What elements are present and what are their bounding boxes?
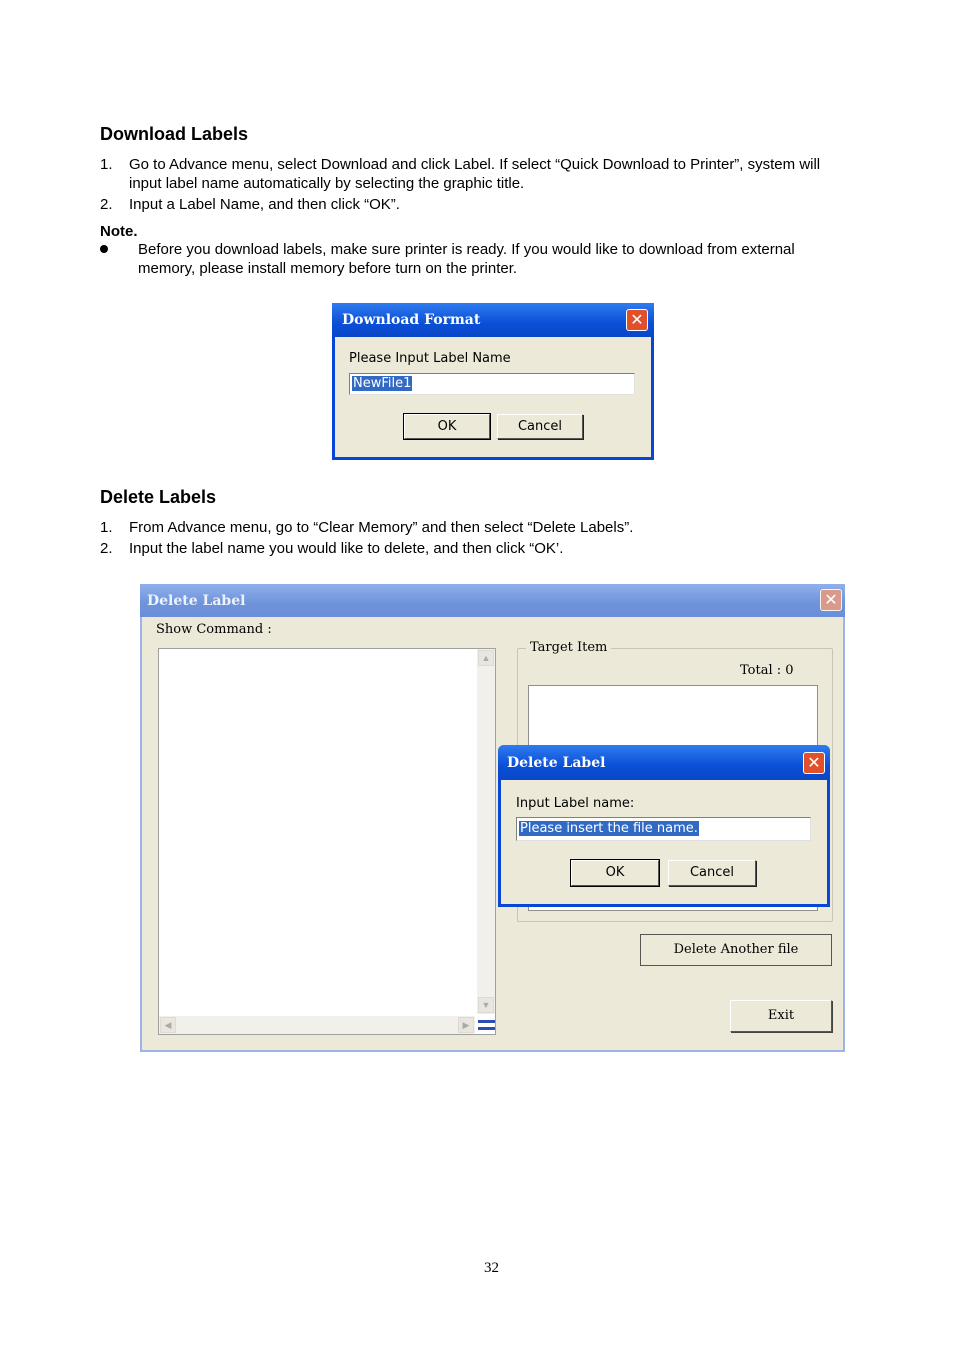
ok-button[interactable]: OK (571, 860, 659, 886)
step-text-cont: input label name automatically by selecting the graphic title. (129, 175, 525, 192)
cancel-button[interactable]: Cancel (497, 414, 583, 439)
delete-heading: Delete Labels (100, 487, 217, 507)
total-count: Total : 0 (740, 663, 794, 678)
download-step-2 (100, 195, 900, 215)
note-text-cont: memory, please install memory before turn on the printer. (138, 260, 518, 277)
step-text: From Advance menu, go to “Clear Memory” and then select “Delete Labels”. (129, 519, 634, 536)
download-step-1 (100, 155, 900, 195)
label-name-value: NewFile1 (353, 376, 412, 391)
window-titlebar[interactable] (140, 584, 845, 617)
label-name-input[interactable] (516, 817, 811, 841)
step-text: Input the label name you would like to delete, and then click “OK’. (129, 540, 564, 557)
delete-step-2 (100, 539, 900, 559)
scroll-up-icon[interactable]: ▲ (478, 650, 494, 666)
step-number: 1. (100, 519, 113, 536)
close-icon[interactable]: ✕ (626, 309, 648, 331)
step-number: 2. (100, 540, 113, 557)
scroll-right-icon[interactable]: ▶ (458, 1017, 474, 1033)
label-name-value: Please insert the file name. (520, 821, 698, 836)
window-title: Delete Label (147, 593, 246, 609)
dialog-title: Delete Label (507, 755, 606, 771)
close-icon[interactable]: ✕ (820, 589, 842, 611)
resize-grip-icon[interactable] (477, 1016, 495, 1034)
step-text: Go to Advance menu, select Download and click Label. If select “Quick Download to Printer”, system will (129, 156, 821, 173)
ok-button[interactable]: OK (404, 414, 490, 439)
bullet-icon (100, 245, 108, 253)
label-name-prompt: Input Label name: (516, 796, 635, 811)
delete-step-1 (100, 518, 900, 538)
delete-label-dialog (498, 745, 830, 907)
show-command-label: Show Command : (156, 622, 272, 637)
delete-another-file-button[interactable]: Delete Another file (640, 934, 832, 966)
download-format-dialog (332, 303, 654, 460)
close-icon[interactable]: ✕ (803, 752, 825, 774)
scroll-left-icon[interactable]: ◀ (160, 1017, 176, 1033)
label-prompt: Please Input Label Name (349, 351, 511, 366)
dialog-title: Download Format (342, 312, 481, 328)
step-number: 2. (100, 196, 113, 213)
note-label: Note. (100, 223, 138, 240)
show-command-textarea[interactable] (158, 648, 496, 1035)
download-heading: Download Labels (100, 124, 249, 144)
exit-button[interactable]: Exit (730, 1000, 832, 1032)
step-number: 1. (100, 156, 113, 173)
label-name-input[interactable] (349, 373, 635, 395)
target-item-label: Target Item (526, 640, 611, 655)
dialog-titlebar[interactable] (332, 303, 654, 337)
page-number: 32 (484, 1260, 499, 1276)
cancel-button[interactable]: Cancel (668, 860, 756, 886)
vertical-scrollbar[interactable] (477, 649, 495, 1014)
dialog-titlebar[interactable] (498, 745, 830, 780)
scroll-down-icon[interactable]: ▼ (478, 997, 494, 1013)
note-text: Before you download labels, make sure printer is ready. If you would like to download from external (138, 241, 795, 258)
note-bullet (100, 240, 900, 280)
step-text: Input a Label Name, and then click “OK”. (129, 196, 400, 213)
horizontal-scrollbar[interactable] (159, 1016, 475, 1034)
